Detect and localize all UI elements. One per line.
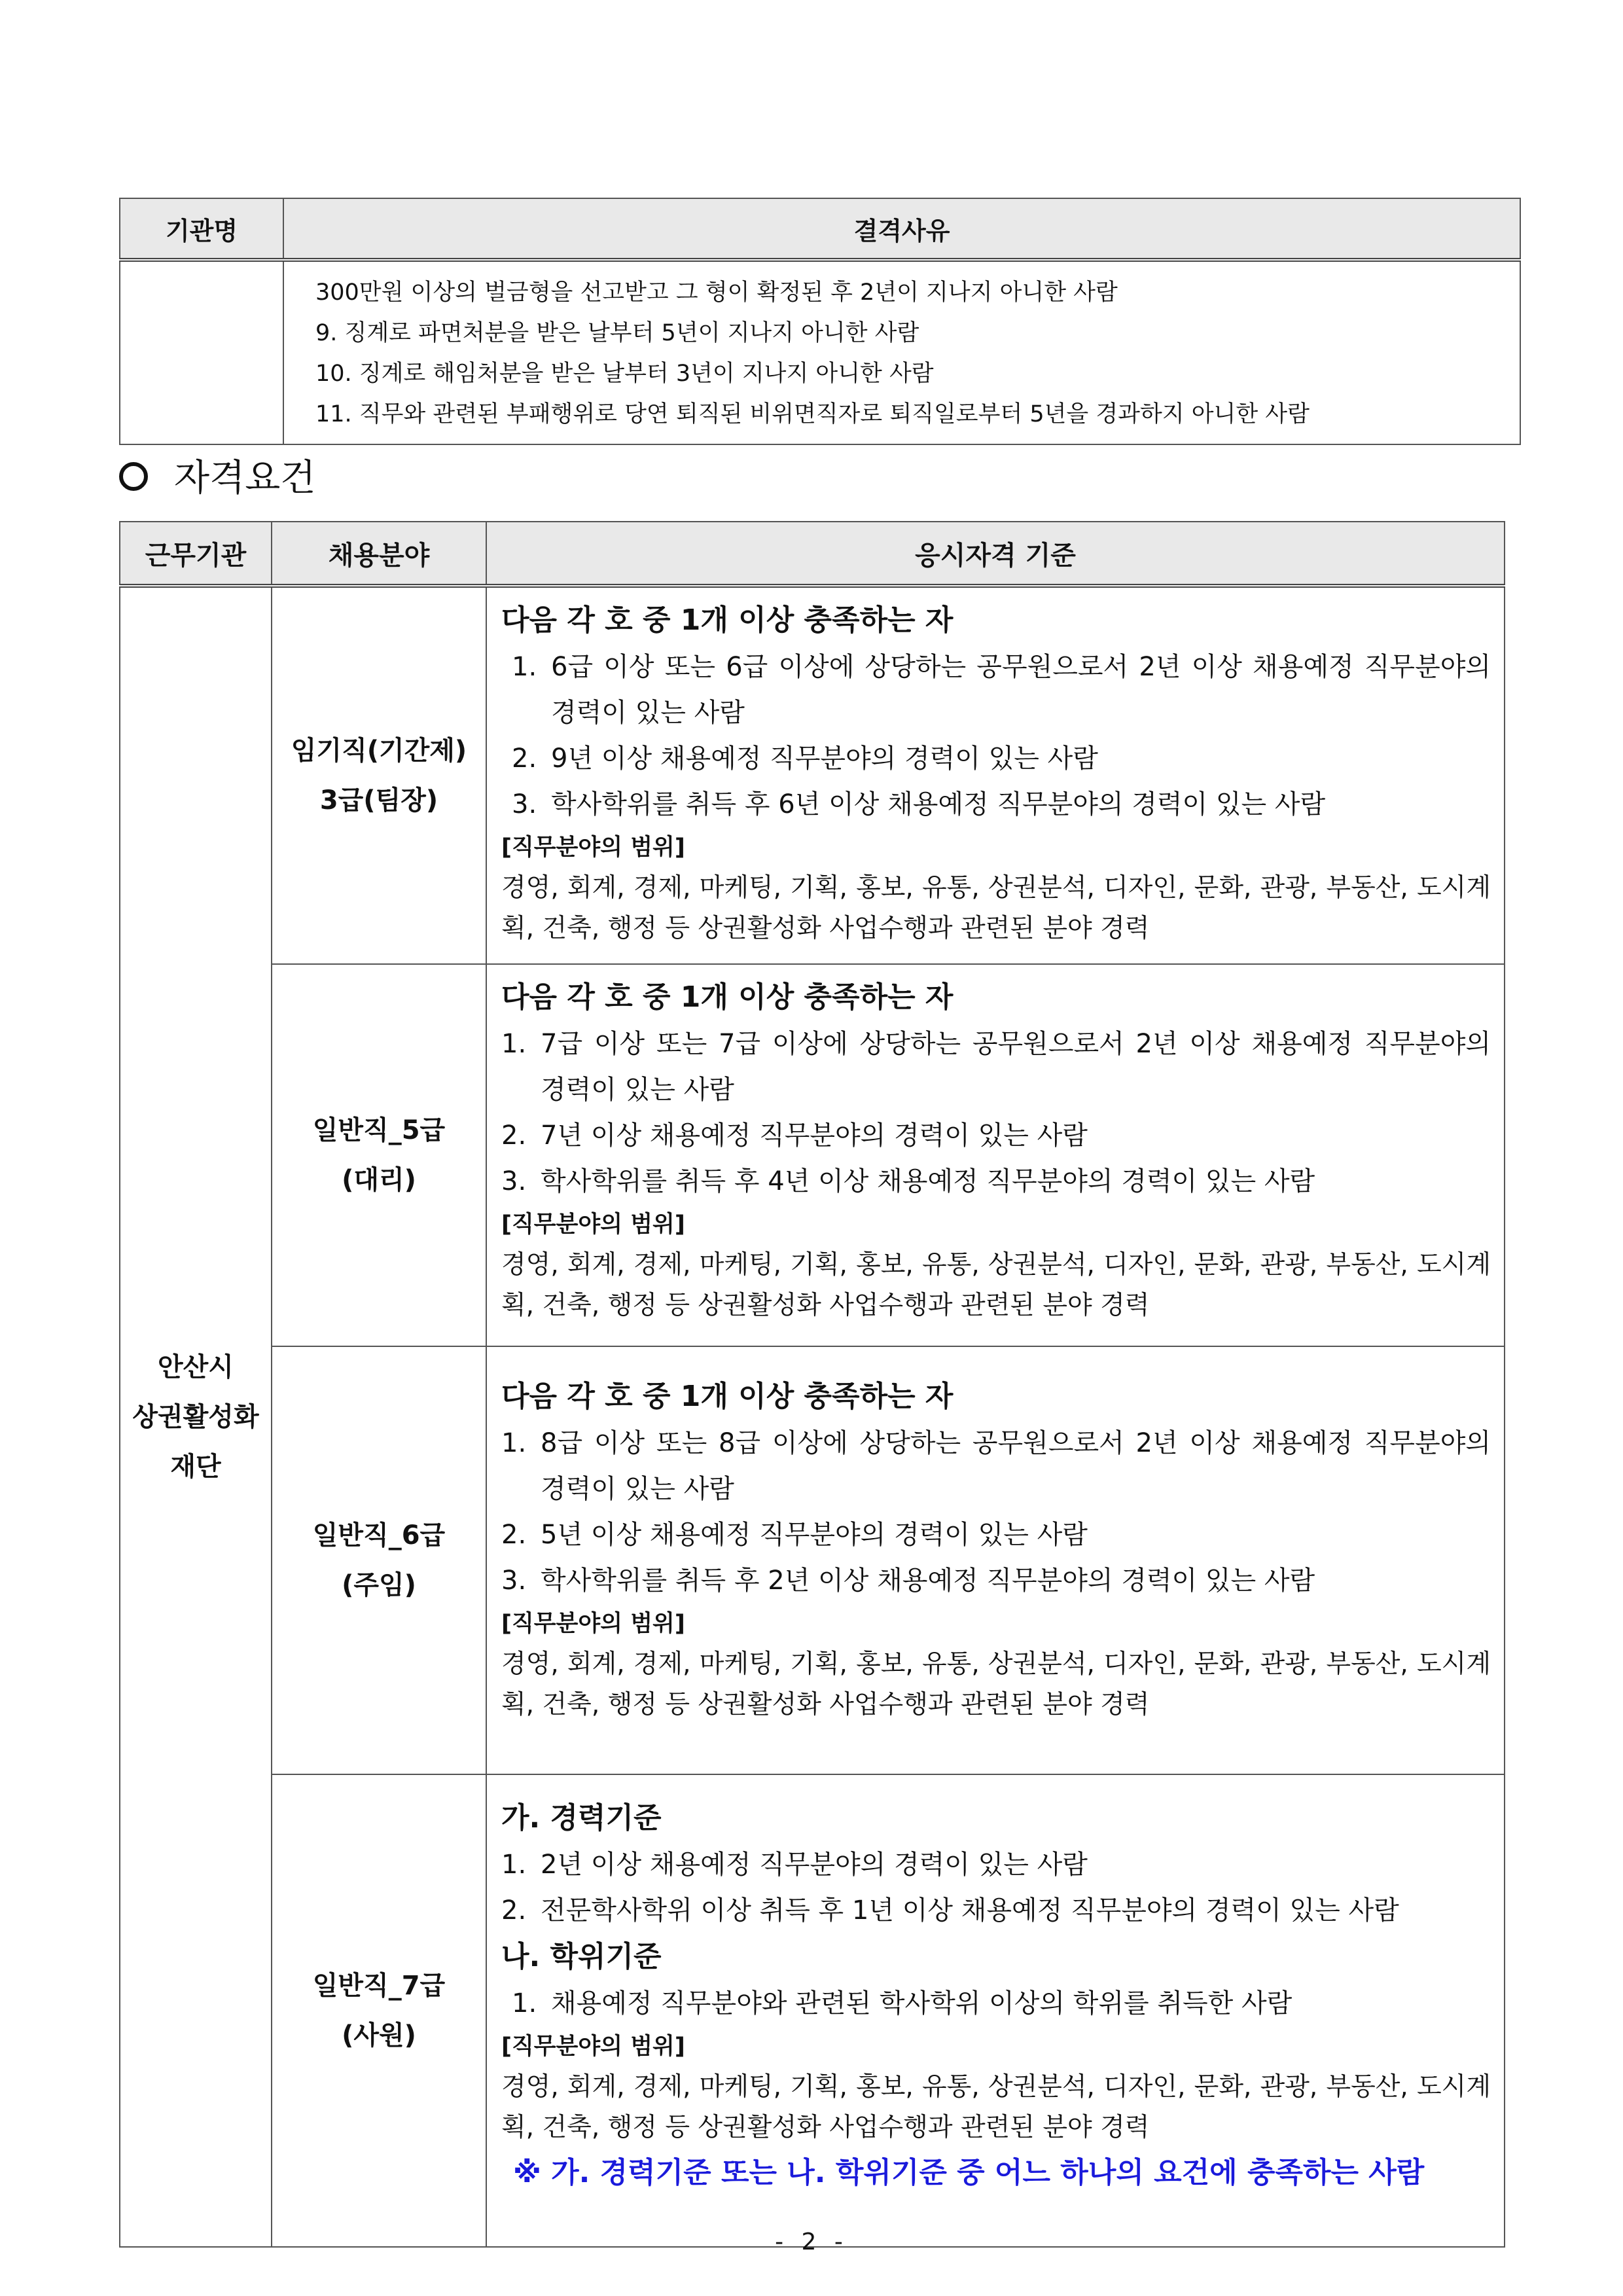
scope-label: [직무분야의 범위] (501, 834, 685, 861)
table-row (120, 1774, 1505, 2247)
reason-line: 300만원 이상의 벌금형을 선고받고 그 형이 확정된 후 2년이 지나지 아니한 사람 (315, 279, 1118, 306)
item-text: 학사학위를 취득 후 4년 이상 채용예정 직무분야의 경력이 있는 사람 (541, 1166, 1315, 1196)
position-line: 3급(팀장) (319, 785, 438, 816)
position-line: (대리) (342, 1165, 416, 1195)
circle-bullet-icon (119, 462, 148, 491)
item-text: 채용예정 직무분야와 관련된 학사학위 이상의 학위를 취득한 사람 (551, 1988, 1293, 2018)
item-number: 3. (512, 789, 537, 819)
requirement-note: ※ 가. 경력기준 또는 나. 학위기준 중 어느 하나의 요건에 충족하는 사람 (513, 2156, 1425, 2189)
criteria-title: 다음 각 호 중 1개 이상 충족하는 자 (501, 980, 954, 1014)
item-number: 1. (501, 1850, 527, 1880)
item-text: 8급 이상 또는 8급 이상에 상당하는 공무원으로서 2년 이상 채용예정 직무분야의 경력이 있는 사람 (541, 1428, 1491, 1504)
reason-list (284, 262, 1520, 444)
career-criteria-title: 가. 경력기준 (501, 1801, 662, 1835)
organization-cell (120, 586, 272, 2247)
organization-line: 상권활성화 (132, 1402, 259, 1432)
org-cell (120, 260, 283, 444)
criteria-cell (486, 586, 1505, 964)
position-line: (주임) (342, 1570, 416, 1600)
criteria-item (501, 1842, 1491, 1888)
position-line: 임기직(기간제) (291, 736, 467, 766)
position-cell (272, 1774, 486, 2247)
header-disqualification-reason: 결격사유 (283, 198, 1520, 260)
table-row (120, 586, 1505, 964)
criteria-item (501, 644, 1491, 736)
qualification-table (119, 521, 1505, 2248)
position-line: 일반직_6급 (312, 1520, 446, 1551)
scope-text: 경영, 회계, 경제, 마케팅, 기획, 홍보, 유통, 상권분석, 디자인, 문화, 관광, 부동산, 도시계획, 건축, 행정 등 상권활성화 사업수행과 관련된 분야 경력 (501, 2072, 1491, 2142)
scope-text: 경영, 회계, 경제, 마케팅, 기획, 홍보, 유통, 상권분석, 디자인, 문화, 관광, 부동산, 도시계획, 건축, 행정 등 상권활성화 사업수행과 관련된 분야 경력 (501, 1250, 1491, 1320)
position-cell (272, 964, 486, 1346)
criteria-item (501, 1420, 1491, 1512)
header-organization: 근무기관 (120, 522, 272, 586)
table-row (120, 964, 1505, 1346)
criteria-item (501, 1158, 1491, 1204)
reason-line: 11. 직무와 관련된 부패행위로 당연 퇴직된 비위면직자로 퇴직일로부터 5년을 경과하지 아니한 사람 (315, 401, 1310, 427)
position-cell (272, 1346, 486, 1774)
criteria-item (501, 1981, 1491, 2026)
item-text: 7년 이상 채용예정 직무분야의 경력이 있는 사람 (541, 1121, 1088, 1151)
scope-label: [직무분야의 범위] (501, 1611, 685, 1637)
table-row (120, 260, 1520, 444)
position-line: 일반직_5급 (312, 1115, 446, 1145)
item-number: 2. (501, 1520, 527, 1550)
criteria-item (501, 1512, 1491, 1558)
item-number: 2. (501, 1895, 527, 1926)
item-number: 1. (501, 1029, 527, 1059)
reason-cell (283, 260, 1520, 444)
item-number: 1. (501, 1428, 527, 1458)
item-number: 2. (512, 744, 537, 774)
organization-line: 안산시 (158, 1352, 234, 1382)
header-org-name: 기관명 (120, 198, 283, 260)
criteria-cell (486, 1774, 1505, 2247)
item-text: 학사학위를 취득 후 6년 이상 채용예정 직무분야의 경력이 있는 사람 (551, 789, 1326, 819)
criteria-item (501, 1113, 1491, 1158)
scope-text: 경영, 회계, 경제, 마케팅, 기획, 홍보, 유통, 상권분석, 디자인, 문화, 관광, 부동산, 도시계획, 건축, 행정 등 상권활성화 사업수행과 관련된 분야 경력 (501, 873, 1491, 943)
reason-line: 9. 징계로 파면처분을 받은 날부터 5년이 지나지 아니한 사람 (315, 320, 919, 346)
header-field: 채용분야 (272, 522, 486, 586)
position-line: 일반직_7급 (312, 1971, 446, 2001)
organization-line: 재단 (170, 1452, 221, 1482)
criteria-item (501, 781, 1491, 827)
criteria-item (501, 1558, 1491, 1604)
disqualification-table (119, 198, 1521, 445)
section-heading (119, 449, 315, 501)
item-number: 1. (512, 1988, 537, 2018)
item-text: 7급 이상 또는 7급 이상에 상당하는 공무원으로서 2년 이상 채용예정 직무분야의 경력이 있는 사람 (541, 1029, 1491, 1105)
item-number: 3. (501, 1566, 527, 1596)
degree-criteria-title: 나. 학위기준 (501, 1940, 662, 1973)
criteria-title: 다음 각 호 중 1개 이상 충족하는 자 (501, 603, 954, 637)
page-number: - 2 - (775, 2229, 848, 2255)
criteria-cell (486, 1346, 1505, 1774)
item-number: 1. (512, 652, 537, 682)
item-text: 학사학위를 취득 후 2년 이상 채용예정 직무분야의 경력이 있는 사람 (541, 1566, 1315, 1596)
section-heading-text: 자격요건 (174, 457, 316, 499)
scope-label: [직무분야의 범위] (501, 1211, 685, 1238)
scope-label: [직무분야의 범위] (501, 2034, 685, 2060)
criteria-item (501, 1888, 1491, 1933)
position-cell (272, 586, 486, 964)
criteria-title: 다음 각 호 중 1개 이상 충족하는 자 (501, 1380, 954, 1413)
item-text: 전문학사학위 이상 취득 후 1년 이상 채용예정 직무분야의 경력이 있는 사람 (541, 1895, 1399, 1926)
criteria-cell (486, 964, 1505, 1346)
scope-text: 경영, 회계, 경제, 마케팅, 기획, 홍보, 유통, 상권분석, 디자인, 문화, 관광, 부동산, 도시계획, 건축, 행정 등 상권활성화 사업수행과 관련된 분야 경력 (501, 1649, 1491, 1719)
item-number: 2. (501, 1121, 527, 1151)
item-text: 9년 이상 채용예정 직무분야의 경력이 있는 사람 (551, 744, 1098, 774)
table-header-row (120, 522, 1505, 586)
item-text: 2년 이상 채용예정 직무분야의 경력이 있는 사람 (541, 1850, 1088, 1880)
criteria-item (501, 1021, 1491, 1113)
item-text: 5년 이상 채용예정 직무분야의 경력이 있는 사람 (541, 1520, 1088, 1550)
position-line: (사원) (342, 2020, 416, 2051)
table-header-row (120, 198, 1520, 260)
table-row (120, 1346, 1505, 1774)
reason-line: 10. 징계로 해임처분을 받은 날부터 3년이 지나지 아니한 사람 (315, 361, 934, 387)
item-number: 3. (501, 1166, 527, 1196)
item-text: 6급 이상 또는 6급 이상에 상당하는 공무원으로서 2년 이상 채용예정 직무분야의 경력이 있는 사람 (551, 652, 1491, 728)
criteria-item (501, 736, 1491, 781)
header-criteria: 응시자격 기준 (486, 522, 1505, 586)
